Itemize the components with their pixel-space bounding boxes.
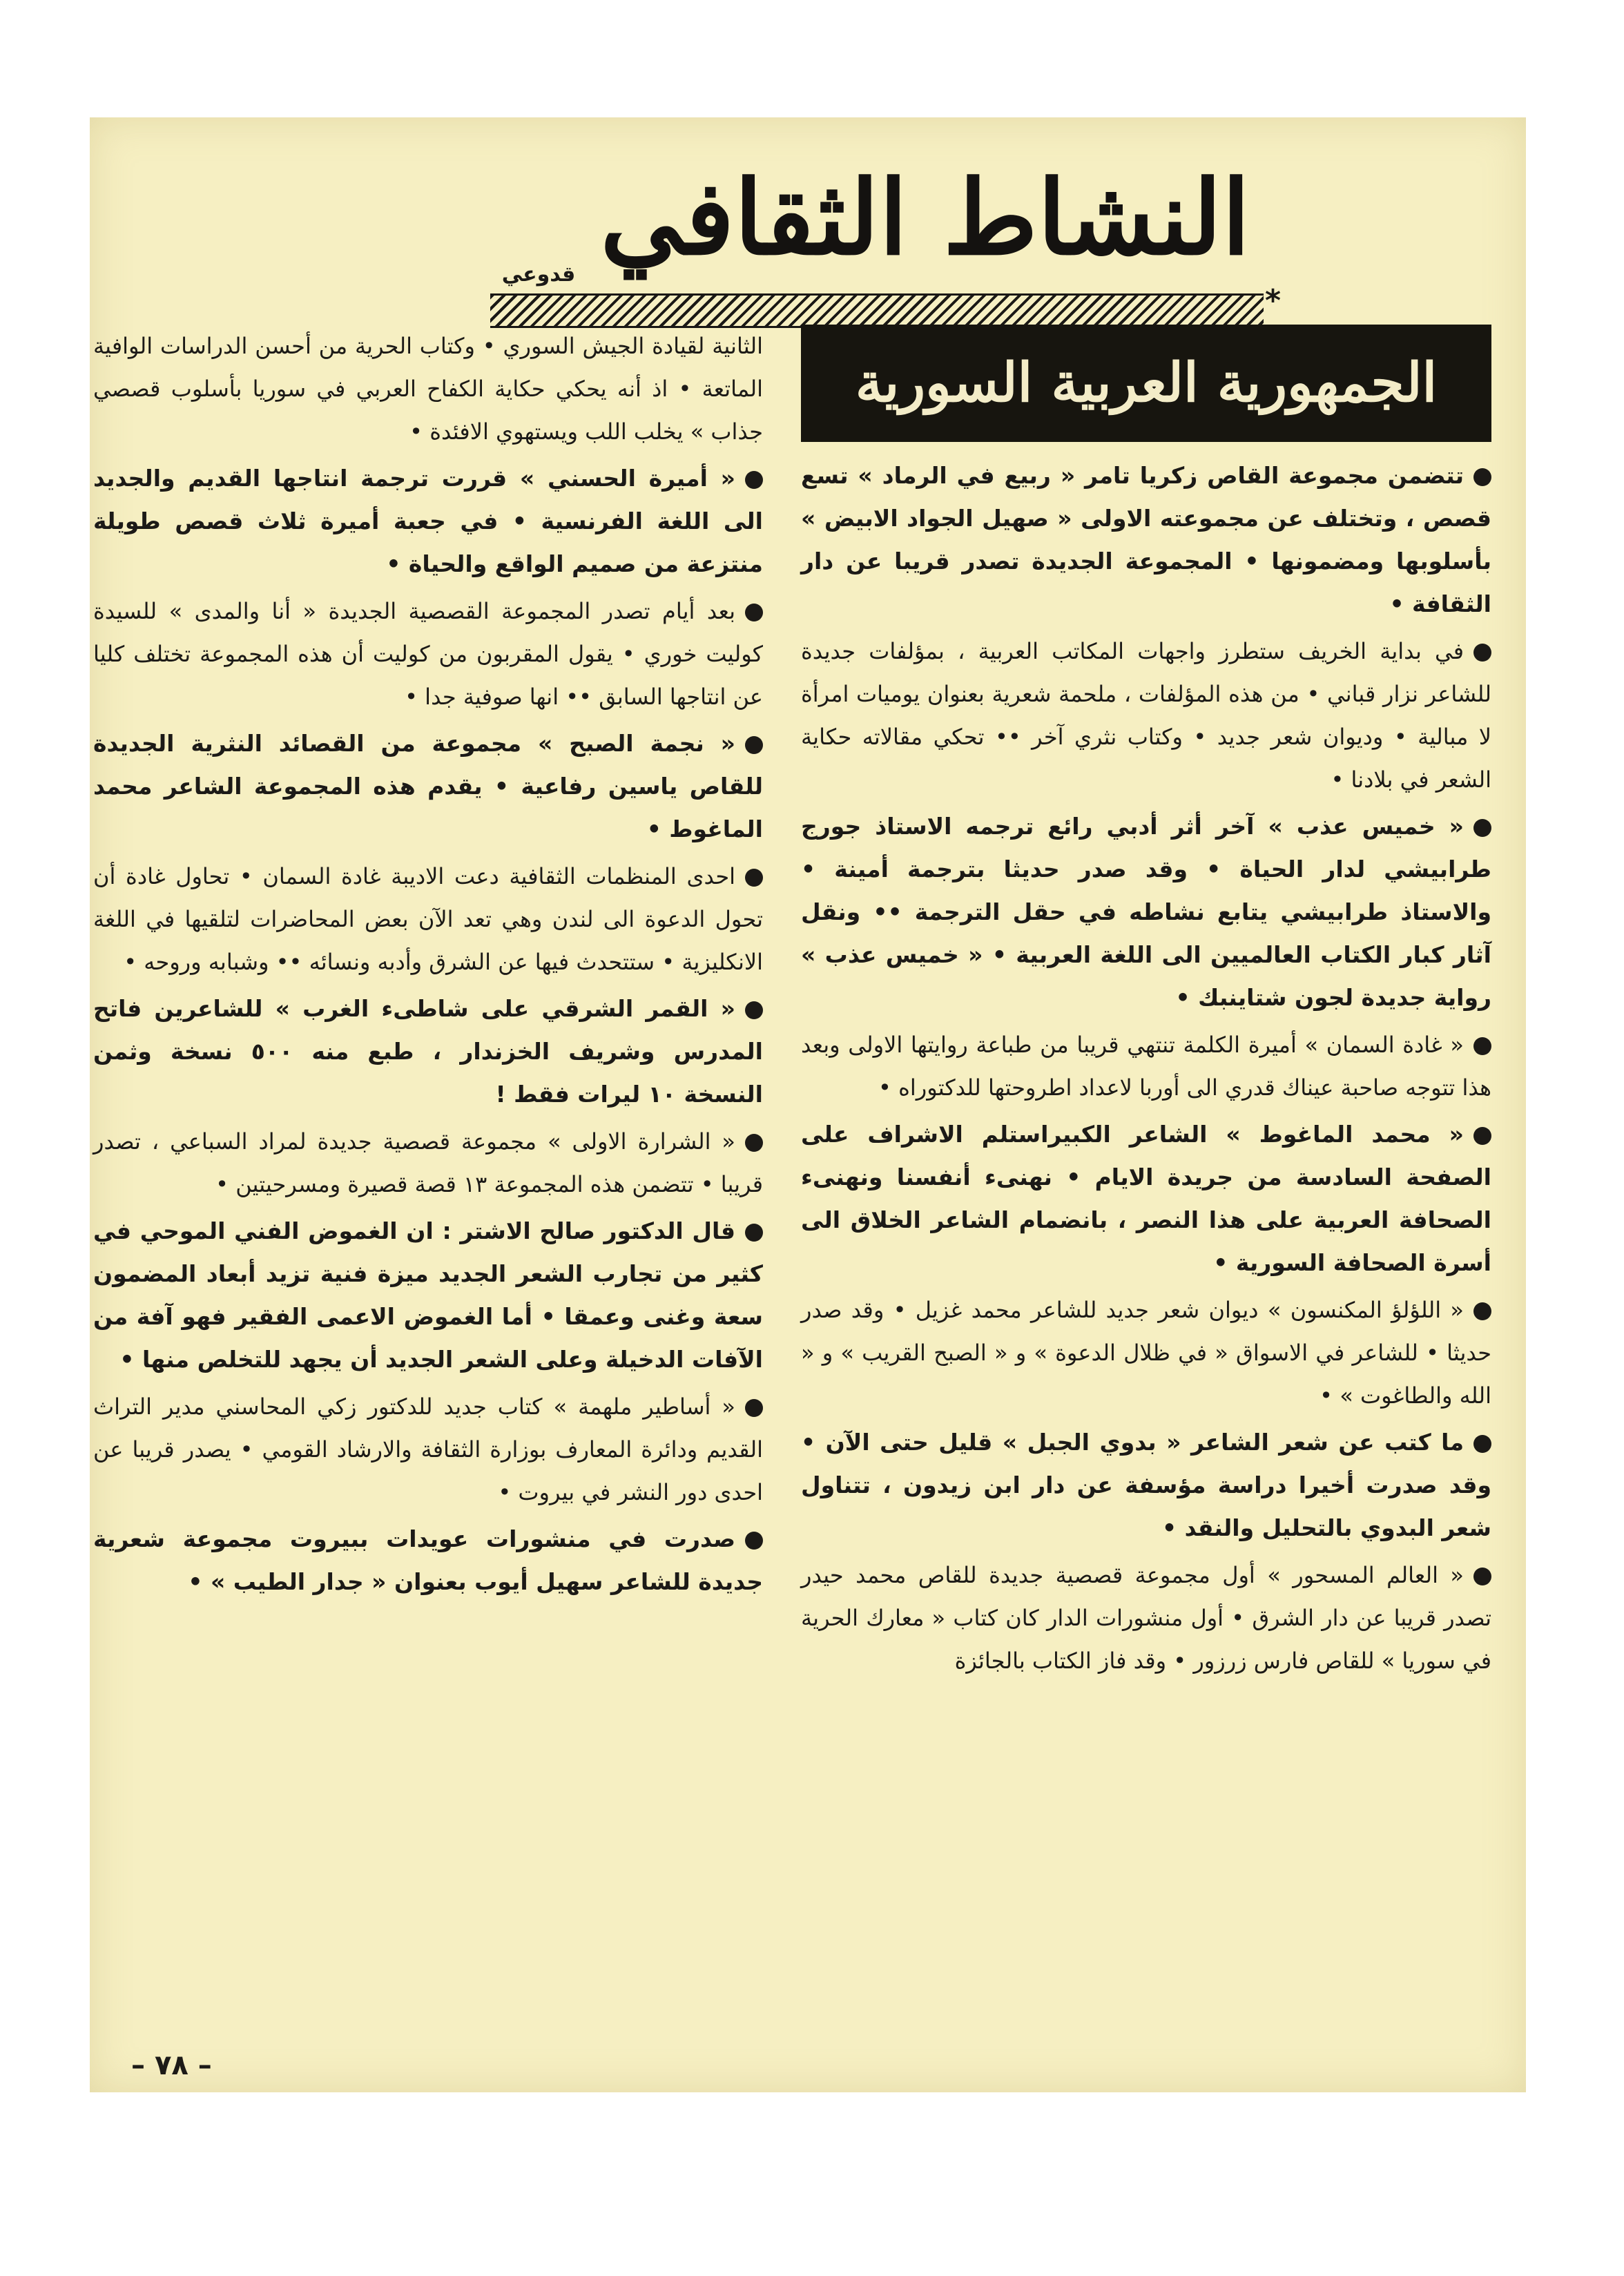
news-item: [93, 1518, 763, 1603]
news-item: [801, 1113, 1491, 1284]
page-number: – ٧٨ –: [131, 2050, 212, 2081]
bullet-icon: [1473, 468, 1491, 486]
magazine-page: [90, 117, 1526, 2092]
continued-paragraph: الثانية لقيادة الجيش السوري • وكتاب الحرية من أحسن الدراسات الوافية الماتعة • اذ أنه يحكي حكاية الكفاح العربي في سوريا بأسلوب قصصي جذاب » يخلب اللب ويستهوي الافئدة •: [93, 333, 763, 445]
bullet-icon: [1473, 1568, 1491, 1585]
news-item-text: صدرت في منشورات عويدات ببيروت مجموعة شعرية جديدة للشاعر سهيل أيوب بعنوان « جدار الطيب » •: [93, 1525, 763, 1595]
news-item-text: « الشرارة الاولى » مجموعة قصصية جديدة لمراد السباعي ، تصدر قريبا • تتضمن هذه المجموعة ١٣ قصة قصيرة ومسرحيتين •: [93, 1128, 763, 1197]
bullet-icon: [1473, 819, 1491, 837]
news-item: [93, 1120, 763, 1206]
news-item-text: بعد أيام تصدر المجموعة القصصية الجديدة « أنا والمدى » للسيدة كوليت خوري • يقول المقربون من كوليت أن هذه المجموعة تختلف كليا عن انتاجها السابق •• انها صوفية جدا •: [93, 598, 763, 710]
news-item: [93, 1385, 763, 1514]
bullet-icon: [1473, 1435, 1491, 1453]
bullet-icon: [745, 1134, 763, 1152]
right-column: [801, 325, 1491, 1686]
news-item: [801, 1289, 1491, 1417]
bullet-icon: [1473, 1037, 1491, 1055]
bullet-icon: [745, 1224, 763, 1242]
bullet-icon: [745, 736, 763, 754]
bullet-icon: [1473, 1127, 1491, 1145]
bullet-icon: [1473, 1302, 1491, 1320]
news-item-text: « اللؤلؤ المكنسون » ديوان شعر جديد للشاعر محمد غزيل • وقد صدر حديثا • للشاعر في الاسواق « في ظلال الدعوة » و « الصبح القريب » و « الله والطاغوت » •: [801, 1297, 1491, 1409]
news-item: [93, 1210, 763, 1381]
news-item-text: « خميس عذب » آخر أثر أدبي رائع ترجمه الاستاذ جورج طرابيشي لدار الحياة • وقد صدر حديثا بترجمة أمينة • والاستاذ طرابيشي يتابع نشاطه في حقل الترجمة •• ونقل آثار كبار الكتاب العالميين الى اللغة العربية • « خميس عذب » رواية جديدة لجون شتاينبك •: [801, 813, 1491, 1011]
masthead-star-ornament: *: [1265, 283, 1282, 318]
news-item: [801, 1421, 1491, 1550]
bullet-icon: [745, 1532, 763, 1550]
masthead-byline: قدوعي: [501, 262, 576, 287]
bullet-icon: [745, 869, 763, 887]
news-item: [93, 590, 763, 718]
news-item: [93, 855, 763, 983]
bullet-icon: [1473, 644, 1491, 662]
left-column: [93, 325, 763, 1608]
news-item: [93, 457, 763, 586]
news-item-text: « أميرة الحسني » قررت ترجمة انتاجها القديم والجديد الى اللغة الفرنسية • في جعبة أميرة ثلاث قصص طويلة منتزعة من صميم الواقع والحياة •: [93, 465, 763, 577]
news-item: [801, 454, 1491, 626]
news-item-text: احدى المنظمات الثقافية دعت الاديبة غادة السمان • تحاول غادة أن تحول الدعوة الى لندن وهي تعد الآن بعض المحاضرات لتلقيها في اللغة الانكليزية • ستتحدث فيها عن الشرق وأدبه ونسائه •• وشبابه وروحه •: [93, 863, 763, 975]
masthead: [490, 145, 1305, 345]
bullet-icon: [745, 471, 763, 489]
bullet-icon: [745, 1399, 763, 1417]
news-item-text: « أساطير ملهمة » كتاب جديد للدكتور زكي المحاسني مدير التراث القديم ودائرة المعارف بوزارة الثقافة والارشاد القومي • يصدر قريبا عن احدى دور النشر في بيروت •: [93, 1393, 763, 1505]
news-item: [801, 630, 1491, 801]
news-item-text: « القمر الشرقي على شاطىء الغرب » للشاعرين فاتح المدرس وشريف الخزندار ، طبع منه ٥٠٠ نسخة وثمن النسخة ١٠ ليرات فقط !: [93, 995, 763, 1108]
news-item: [801, 1023, 1491, 1109]
news-item-text: « محمد الماغوط » الشاعر الكبيراستلم الاشراف على الصفحة السادسة من جريدة الايام • نهنىء أنفسنا ونهنىء الصحافة العربية على هذا النصر ، بانضمام الشاعر الخلاق الى أسرة الصحافة السورية •: [801, 1121, 1491, 1276]
section-banner: الجمهورية العربية السورية: [801, 325, 1491, 442]
bullet-icon: [745, 604, 763, 621]
news-item-text: ما كتب عن شعر الشاعر « بدوي الجبل » قليل حتى الآن • وقد صدرت أخيرا دراسة مؤسفة عن دار ابن زيدون ، تتناول شعر البدوي بالتحليل والنقد •: [801, 1429, 1491, 1541]
news-item: [93, 722, 763, 851]
news-item-text: « نجمة الصبح » مجموعة من القصائد النثرية الجديدة للقاص ياسين رفاعية • يقدم هذه المجموعة الشاعر محمد الماغوط •: [93, 730, 763, 842]
news-item-text: « غادة السمان » أميرة الكلمة تنتهي قريبا من طباعة روايتها الاولى وبعد هذا تتوجه صاحبة عيناك قدري الى أوربا لاعداد اطروحتها للدكتوراه •: [801, 1032, 1491, 1101]
news-item: [801, 1554, 1491, 1682]
news-item-text: « العالم المسحور » أول مجموعة قصصية جديدة للقاص محمد حيدر تصدر قريبا عن دار الشرق • أول منشورات الدار كان كتاب « معارك الحرية في سوريا » للقاص فارس زرزور • وقد فاز الكتاب بالجائزة: [801, 1562, 1491, 1674]
masthead-hatch-rule: [490, 293, 1264, 328]
news-item: [801, 805, 1491, 1019]
news-item-text: قال الدكتور صالح الاشتر : ان الغموض الفني الموحي في كثير من تجارب الشعر الجديد ميزة فنية تزيد أبعاد المضمون سعة وغنى وعمقا • أما الغموض الاعمى الفقير فهو آفة من الآفات الدخيلة وعلى الشعر الجديد أن يجهد للتخلص منها •: [93, 1217, 763, 1373]
bullet-icon: [745, 1001, 763, 1019]
news-item: [93, 987, 763, 1116]
news-item-text: تتضمن مجموعة القاص زكريا تامر « ربيع في الرماد » تسع قصص ، وتختلف عن مجموعته الاولى « صهيل الجواد الابيض » بأسلوبها ومضمونها • المجموعة الجديدة تصدر قريبا عن دار الثقافة •: [801, 462, 1491, 617]
masthead-title: النشاط الثقافي: [600, 157, 1250, 278]
news-item-text: في بداية الخريف ستطرز واجهات المكاتب العربية ، بمؤلفات جديدة للشاعر نزار قباني • من هذه المؤلفات ، ملحمة شعرية بعنوان يوميات امرأة لا مبالية • وديوان شعر جديد • وكتاب نثري آخر •• تحكي مقالاته حكاية الشعر في بلادنا •: [801, 638, 1491, 793]
